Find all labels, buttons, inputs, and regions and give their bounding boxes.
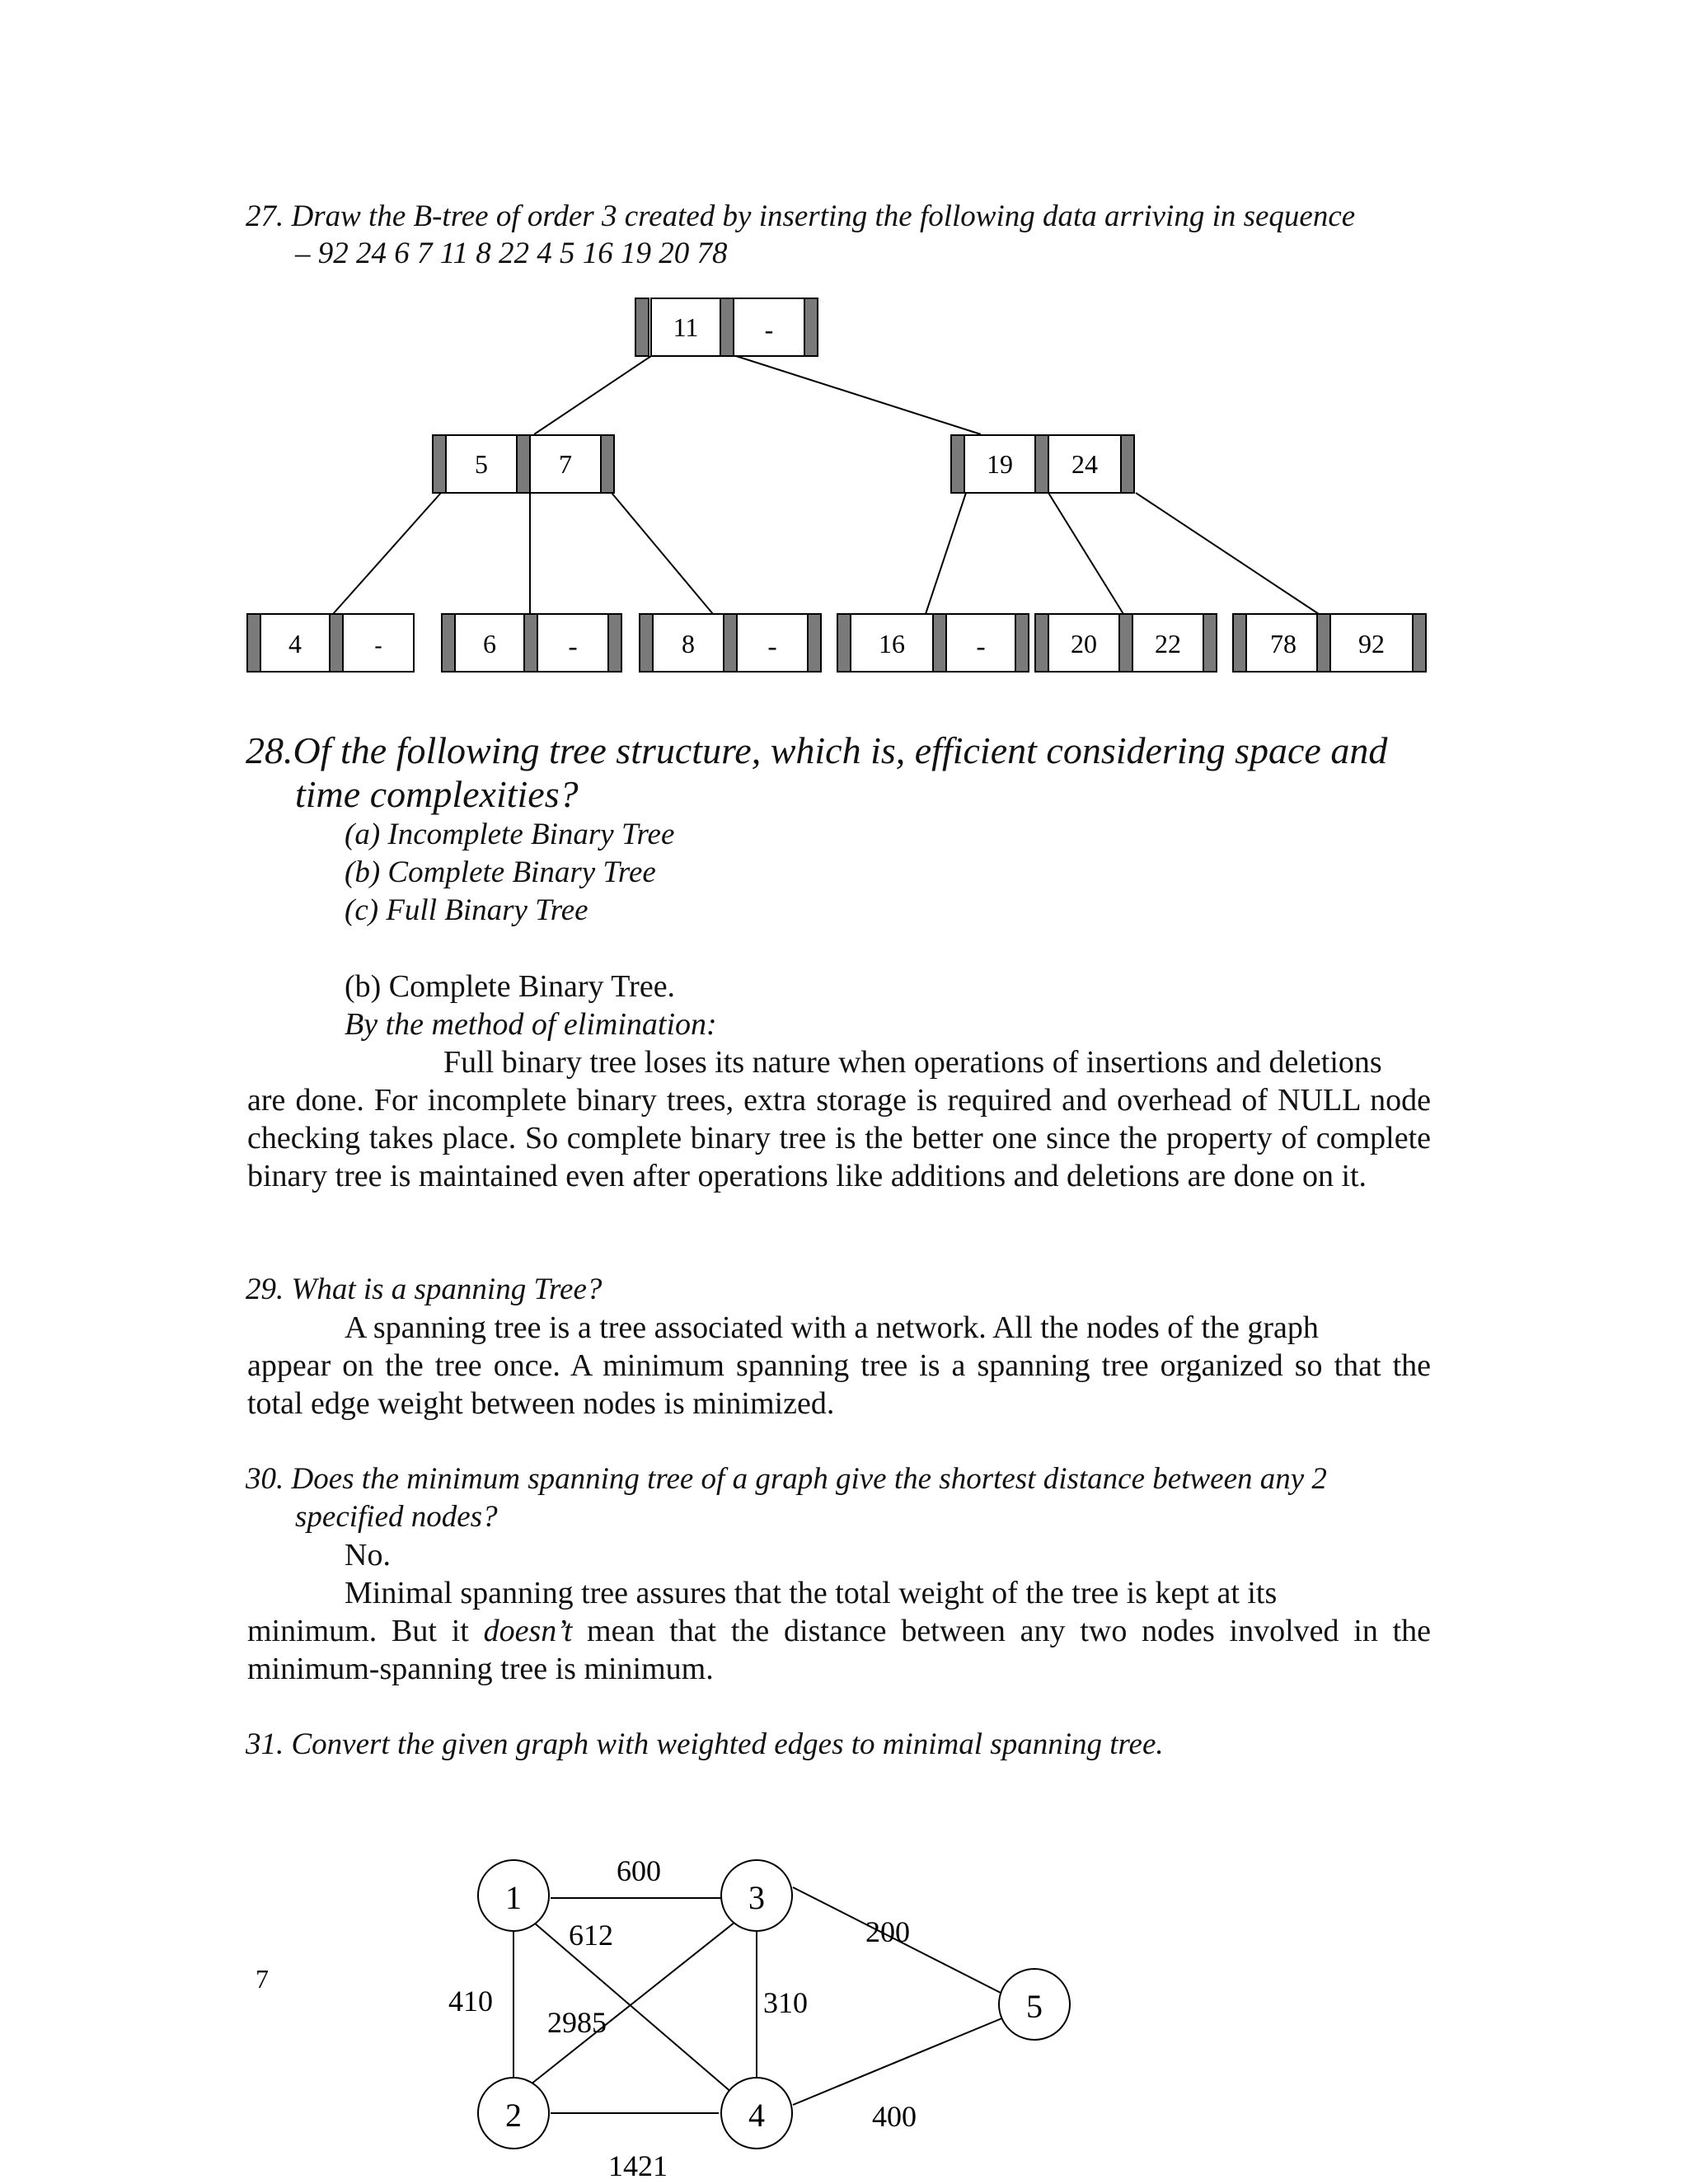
btree-left-node [433,435,614,493]
btree-leaf-node [640,614,821,672]
btree-key: 11 [673,312,699,342]
btree-key: 5 [475,449,488,479]
q28-explanation: are done. For incomplete binary trees, extra storage is required and overhead of NULL node checking takes place. So complete binary tree is the better one since the property of complete binary tree is maintained even after operations like additions and deletions are done on it. [247,1083,1431,1193]
q28-option-b: (b) Complete Binary Tree [345,855,656,889]
btree-key: - [374,633,382,658]
edge-weight-1-3: 600 [617,1854,661,1887]
graph-node-label: 5 [1026,1988,1043,2025]
graph-node-label: 2 [505,2097,522,2134]
graph-node-label: 4 [748,2097,765,2134]
q30-explanation-part: minimum. But it [247,1614,484,1648]
weighted-graph [0,1813,1688,2184]
btree-key: 7 [559,449,572,479]
btree-key: 78 [1270,629,1296,658]
page-number: 7 [256,1964,269,1994]
edge-weight-2-3: 2985 [547,2006,607,2039]
graph-node-4 [721,2078,792,2149]
btree-key: 92 [1358,629,1385,658]
q28-explanation-first-line: Full binary tree loses its nature when operations of insertions and deletions [443,1045,1382,1080]
btree-right-node [951,435,1134,493]
btree-key: - [764,315,774,344]
q27-line1: 27. Draw the B-tree of order 3 created by inserting the following data arriving in sequence [246,199,1356,233]
btree-leaf-node [247,614,414,672]
btree-root-node [635,298,818,356]
edge-weight-3-5: 200 [865,1915,910,1948]
edge-weight-2-4: 1421 [608,2149,668,2182]
btree-key: 4 [288,629,302,658]
q29-answer-first-line: A spanning tree is a tree associated with a network. All the nodes of the graph [345,1310,1319,1345]
btree-key: 16 [879,629,905,658]
btree-key: 24 [1071,449,1098,479]
btree-key: 8 [682,629,695,658]
q30-explanation-part: mean that the distance between any two nodes involved in the minimum-spanning tree is minimum. [247,1614,1432,1686]
graph-node-5 [999,1969,1070,2040]
btree-key: 22 [1155,629,1181,658]
q28-line2: time complexities? [295,773,579,815]
q28-option-a: (a) Incomplete Binary Tree [345,818,675,851]
btree-leaf-node [837,614,1029,672]
q28-option-c: (c) Full Binary Tree [345,893,588,927]
q28-method: By the method of elimination: [345,1007,717,1042]
btree-key: 6 [483,629,496,658]
graph-node-2 [478,2078,549,2149]
btree-key: - [976,631,986,662]
q30-line2: specified nodes? [295,1500,498,1534]
q30-emphasis: doesn’t [483,1614,573,1648]
btree-key: 19 [987,449,1013,479]
q30-explanation [247,1612,1431,1688]
graph-node-1 [478,1860,549,1931]
q30-explanation-first-line: Minimal spanning tree assures that the total weight of the tree is kept at its [345,1576,1278,1610]
btree-figure [0,0,1688,692]
q30-answer: No. [345,1538,391,1572]
edge-weight-1-4: 612 [569,1919,613,1952]
q28-answer: (b) Complete Binary Tree. [345,969,676,1004]
btree-leaf-node [1035,614,1217,672]
graph-node-3 [721,1860,792,1931]
q27-line2: – 92 24 6 7 11 8 22 4 5 16 19 20 78 [295,237,728,270]
edge-weight-4-5: 400 [872,2100,917,2133]
q30-line1: 30. Does the minimum spanning tree of a graph give the shortest distance between any 2 [246,1462,1327,1496]
graph-node-label: 1 [505,1879,522,1916]
edge-weight-3-4: 310 [763,1986,808,2019]
graph-node-label: 3 [748,1879,765,1916]
btree-leaf-node [442,614,621,672]
q28-line1: 28.Of the following tree structure, which is, efficient considering space and [246,729,1388,771]
btree-leaf-node [1233,614,1426,672]
q31-question: 31. Convert the given graph with weighted edges to minimal spanning tree. [246,1727,1164,1761]
edge-weight-1-2: 410 [448,1985,493,2018]
btree-key: 20 [1071,629,1097,658]
q29-question: 29. What is a spanning Tree? [246,1272,603,1306]
btree-key: - [767,631,777,662]
btree-key: - [568,631,578,662]
q29-answer: appear on the tree once. A minimum spanning tree is a spanning tree organized so that the total edge weight between nodes is minimized. [247,1348,1431,1421]
